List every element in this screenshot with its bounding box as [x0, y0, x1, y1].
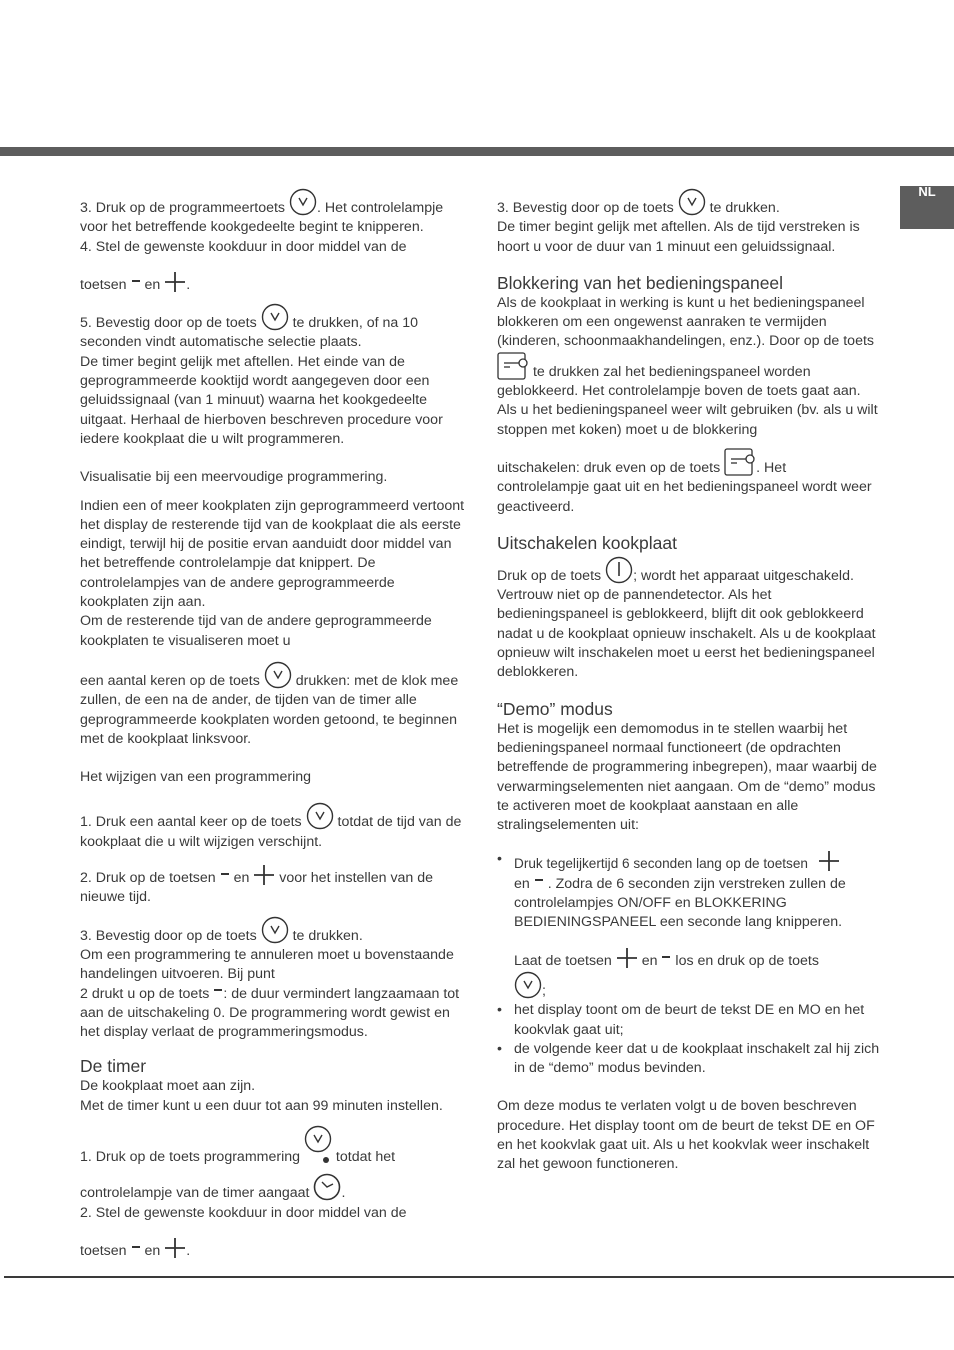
paragraph: 5. Bevestig door op de toets te drukken, of na 10 seconden vindt automatische selectie plaats. — [80, 303, 465, 353]
clock-key-icon — [304, 1125, 332, 1165]
clock-key-icon — [261, 303, 289, 331]
paragraph: Visualisatie bij een meervoudige programmering. — [80, 469, 388, 486]
paragraph: Het is mogelijk een demomodus in te stellen waarbij het bedieningspaneel normaal functioneert (de opdrachten betreffende de programmering inbegrepen), maar waarbij de verwarmingselementen niet aangaan. Om de “demo” modus te activeren moet de kookplaat aanstaan en alle stralingselementen uit: — [497, 720, 877, 834]
list-item: • het display toont om de beurt de tekst DE en MO en het kookvlak gaat uit; — [497, 1001, 882, 1040]
paragraph: De kookplaat moet aan zijn. — [80, 1078, 256, 1095]
subheading: Het wijzigen van een programmering — [80, 769, 312, 786]
header-bar — [0, 147, 954, 156]
section-heading: Uitschakelen kookplaat — [497, 532, 677, 553]
paragraph: 2. Druk op de toetsen en voor het instellen van de nieuwe tijd. — [80, 864, 465, 908]
paragraph: controlelampje van de timer aangaat . — [80, 1173, 465, 1203]
plus-key-icon — [164, 271, 186, 293]
minus-key-icon — [534, 876, 544, 884]
plus-key-icon — [164, 1237, 186, 1259]
paragraph: Als de kookplaat in werking is kunt u het bedieningspaneel blokkeren om een ongewenst aanraken te vermijden (kinderen, schoonmaakhandelingen, enz.). Door op de toets — [497, 294, 874, 350]
minus-key-icon — [661, 953, 671, 961]
clock-key-icon — [289, 188, 317, 216]
paragraph: 1. Druk op de toets programmering totdat het — [80, 1125, 465, 1167]
paragraph: Als u het bedieningspaneel weer wilt gebruiken (bv. als u wilt stoppen met koken) moet u de blokkering — [497, 402, 878, 438]
paragraph: 3. Bevestig door op de toets te drukken. — [80, 916, 465, 946]
paragraph: De timer begint gelijk met aftellen. Het einde van de geprogrammeerde kooktijd wordt aangegeven door een geluidssignaal (van 1 minuut) waarna het kookgedeelte uitgaat. Herhaal de hierboven beschreven procedure voor iedere kookplaat die u wilt programmeren. — [80, 353, 443, 447]
minus-key-icon — [213, 986, 223, 994]
power-key-icon — [605, 556, 633, 584]
paragraph: Met de timer kunt u een duur tot aan 99 minuten instellen. — [80, 1097, 443, 1114]
language-tab — [900, 186, 954, 229]
paragraph: 1. Druk een aantal keer op de toets totdat de tijd van de kookplaat die u wilt wijzigen verschijnt. — [80, 802, 465, 852]
minus-key-icon — [131, 1243, 141, 1251]
paragraph: een aantal keren op de toets drukken: met de klok mee zullen, de een na de ander, de tijden van de timer alle geprogrammeerde kookplaten worden getoond, te beginnen met de kookplaat linksvoor. — [80, 661, 465, 749]
paragraph: Om een programmering te annuleren moet u bovenstaande handelingen uitvoeren. Bij punt — [80, 946, 454, 983]
right-column — [497, 188, 882, 1175]
footer-rule — [4, 1276, 954, 1278]
plus-key-icon — [253, 864, 275, 886]
paragraph: Druk op de toets ; wordt het apparaat uitgeschakeld. Vertrouw niet op de pannendetector. Als het bedieningspaneel is geblokkeerd, blijft dit ook geblokkeerd nadat u de kookplaat opnieuw inschakelt. Als u de kookplaat opnieuw wilt inschakelen moet u eerst het bedieningspaneel deblokkeren. — [497, 556, 882, 683]
plus-key-icon — [616, 947, 638, 969]
list-item: • Druk tegelijkertijd 6 seconden lang op de toetsen en . Zodra de 6 seconden zijn verstreken zullen de controlelampjes ON/OFF en BLOKKERING BEDIENINGSPANEEL een seconde lang knipperen. Laat de toetsen en los en druk op de toets ; — [497, 850, 882, 1001]
paragraph: Om de resterende tijd van de andere geprogrammeerde kookplaten te visualiseren moet u — [80, 613, 432, 649]
section-heading: De timer — [80, 1056, 147, 1077]
paragraph: Indien een of meer kookplaten zijn geprogrammeerd vertoont het display de resterende tijd van de kookplaat die als eerste eindigt, terwijl hij de positie ervan aanduidt door middel van het betreffende controlelampje dat knippert. De controlelampjes van de andere geprogrammeerde kookplaten zijn aan. — [80, 497, 465, 611]
language-tab-label: NL — [918, 184, 936, 199]
plus-key-icon — [818, 850, 840, 872]
clock-key-icon — [264, 661, 292, 689]
paragraph: 2 drukt u op de toets : de duur vermindert langzaamaan tot aan de uitschakeling 0. De programmering wordt gewist en het display verlaat de programmeringsmodus. — [80, 985, 460, 1041]
clock-key-icon — [306, 802, 334, 830]
clock-key-icon — [678, 188, 706, 216]
minus-key-icon — [220, 870, 230, 878]
section-heading: Blokkering van het bedieningspaneel — [497, 272, 784, 293]
lock-key-icon — [497, 352, 529, 380]
paragraph: 2. Stel de gewenste kookduur in door middel van de — [80, 1204, 407, 1221]
minus-key-icon — [131, 277, 141, 285]
timer-lamp-icon — [313, 1173, 341, 1201]
paragraph: De timer begint gelijk met aftellen. Als de tijd verstreken is hoort u voor de duur van 1 minuut een geluidssignaal. — [497, 219, 860, 255]
clock-key-icon — [261, 916, 289, 944]
paragraph: toetsen en . — [80, 1237, 465, 1261]
bullet-list — [497, 850, 882, 1078]
paragraph: uitschakelen: druk even op de toets . Het controlelampje gaat uit en het bedieningspaneel wordt weer geactiveerd. — [497, 448, 882, 517]
clock-key-icon — [514, 971, 542, 999]
left-column — [80, 188, 465, 1261]
paragraph: te drukken zal het bedieningspaneel worden geblokkeerd. Het controlelampje boven de toets gaat aan. — [497, 352, 882, 402]
paragraph: 3. Bevestig door op de toets te drukken. — [497, 188, 882, 218]
section-heading: “Demo” modus — [497, 698, 613, 719]
paragraph: Om deze modus te verlaten volgt u de boven beschreven procedure. Het display toont om de beurt de tekst DE en OF en het kookvlak gaat uit. Als u het kookvlak weer inschakelt zal het gewoon functioneren. — [497, 1098, 875, 1173]
paragraph: 3. Druk op de programmeertoets . Het controlelampje voor het betreffende kookgedeelte begint te knipperen. — [80, 188, 465, 238]
list-item: • de volgende keer dat u de kookplaat inschakelt zal hij zich in de “demo” modus bevinden. — [497, 1040, 882, 1079]
paragraph: 4. Stel de gewenste kookduur in door middel van de — [80, 238, 407, 255]
lock-key-icon — [724, 448, 756, 476]
list-item-continuation: Laat de toetsen en los en druk op de toets ; — [514, 947, 882, 1002]
paragraph: toetsen en . — [80, 271, 465, 295]
